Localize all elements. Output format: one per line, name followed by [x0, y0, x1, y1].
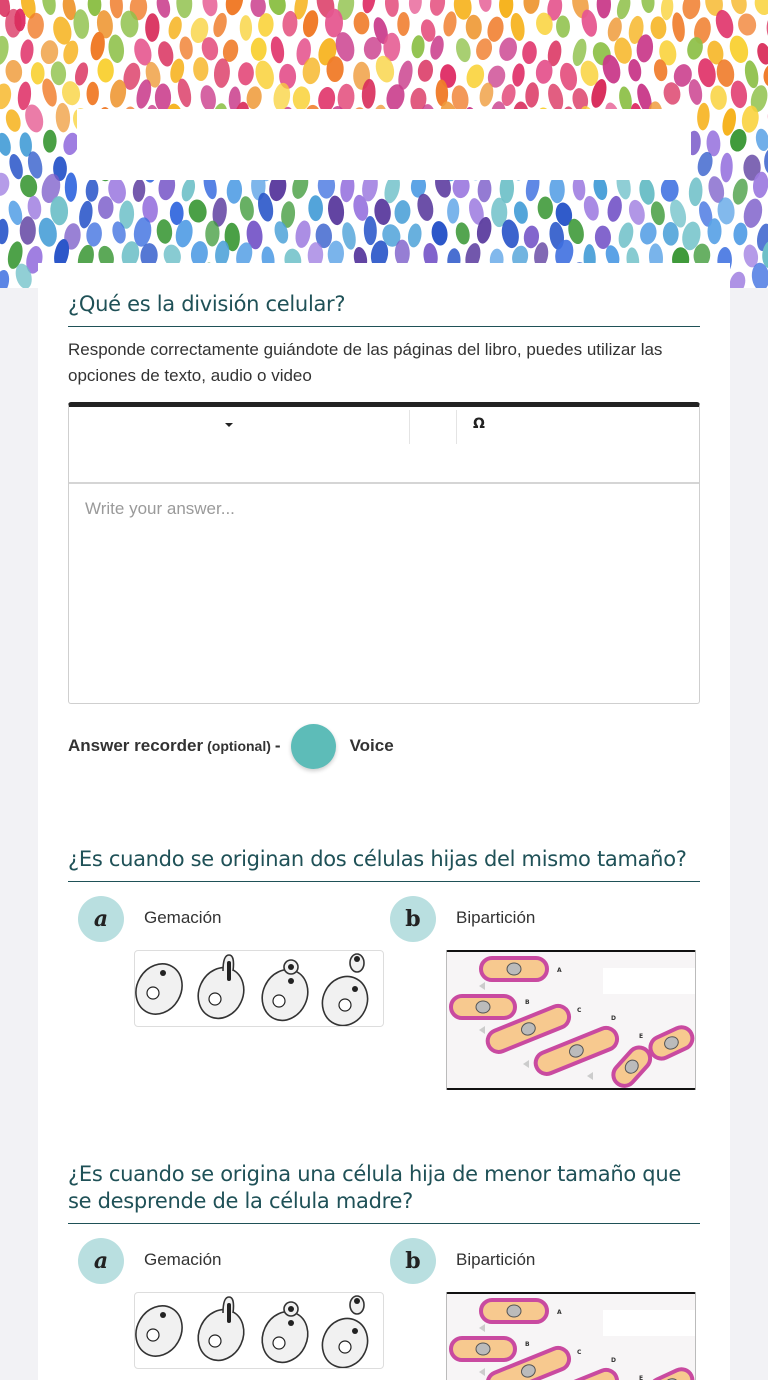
voice-label: Voice — [349, 736, 394, 755]
svg-text:E: E — [639, 1033, 644, 1040]
option-letter-badge: b — [390, 896, 436, 942]
recorder-dash: - — [274, 736, 281, 755]
option-label: Bipartición — [456, 1250, 536, 1269]
question-title: ¿Qué es la división celular? — [68, 291, 700, 327]
svg-text:C: C — [577, 1349, 582, 1356]
special-character-button[interactable]: Ω — [473, 416, 485, 432]
svg-text:A: A — [557, 1309, 562, 1316]
option-label: Gemación — [144, 908, 222, 927]
question-3 — [68, 1161, 700, 1380]
binary-fission-image — [446, 950, 696, 1090]
option-label: Gemación — [144, 1250, 222, 1269]
budding-yeast-image — [134, 950, 384, 1027]
recorder-label: Answer recorder — [68, 736, 204, 755]
svg-text:D: D — [611, 1015, 616, 1022]
recorder-optional: (optional) — [207, 738, 271, 754]
option-letter-badge: a — [78, 1238, 124, 1284]
editor-toolbar — [69, 407, 699, 484]
record-voice-button[interactable] — [291, 724, 336, 769]
svg-text:A: A — [557, 967, 562, 974]
answer-recorder — [68, 723, 394, 769]
question-title: ¿Es cuando se origina una célula hija de menor tamaño que se desprende de la célula madre? — [68, 1161, 700, 1224]
question-1 — [68, 291, 700, 704]
svg-text:B: B — [525, 999, 530, 1006]
option-letter-badge: a — [78, 896, 124, 942]
options-list — [68, 1238, 700, 1380]
binary-fission-image — [446, 1292, 696, 1380]
answer-textarea[interactable]: Write your answer... — [85, 499, 235, 518]
question-title: ¿Es cuando se originan dos células hijas del mismo tamaño? — [68, 846, 700, 882]
option-label: Bipartición — [456, 908, 536, 927]
svg-text:C: C — [577, 1007, 582, 1014]
question-2 — [68, 846, 700, 1096]
caret-down-icon — [225, 423, 233, 427]
svg-text:B: B — [525, 1341, 530, 1348]
svg-text:E: E — [639, 1375, 644, 1380]
question-description: Responde correctamente guiándote de las páginas del libro, puedes utilizar las opciones de texto, audio o video — [68, 340, 663, 385]
options-list — [68, 896, 700, 1096]
header-banner — [0, 0, 768, 288]
answer-editor — [68, 402, 700, 704]
option-letter-badge: b — [390, 1238, 436, 1284]
budding-yeast-image — [134, 1292, 384, 1369]
svg-text:D: D — [611, 1357, 616, 1364]
worksheet-card — [38, 263, 730, 1380]
format-dropdown[interactable] — [69, 407, 409, 443]
toolbar-separator — [456, 410, 457, 444]
toolbar-button[interactable] — [410, 407, 456, 443]
banner-title-box — [77, 109, 691, 180]
